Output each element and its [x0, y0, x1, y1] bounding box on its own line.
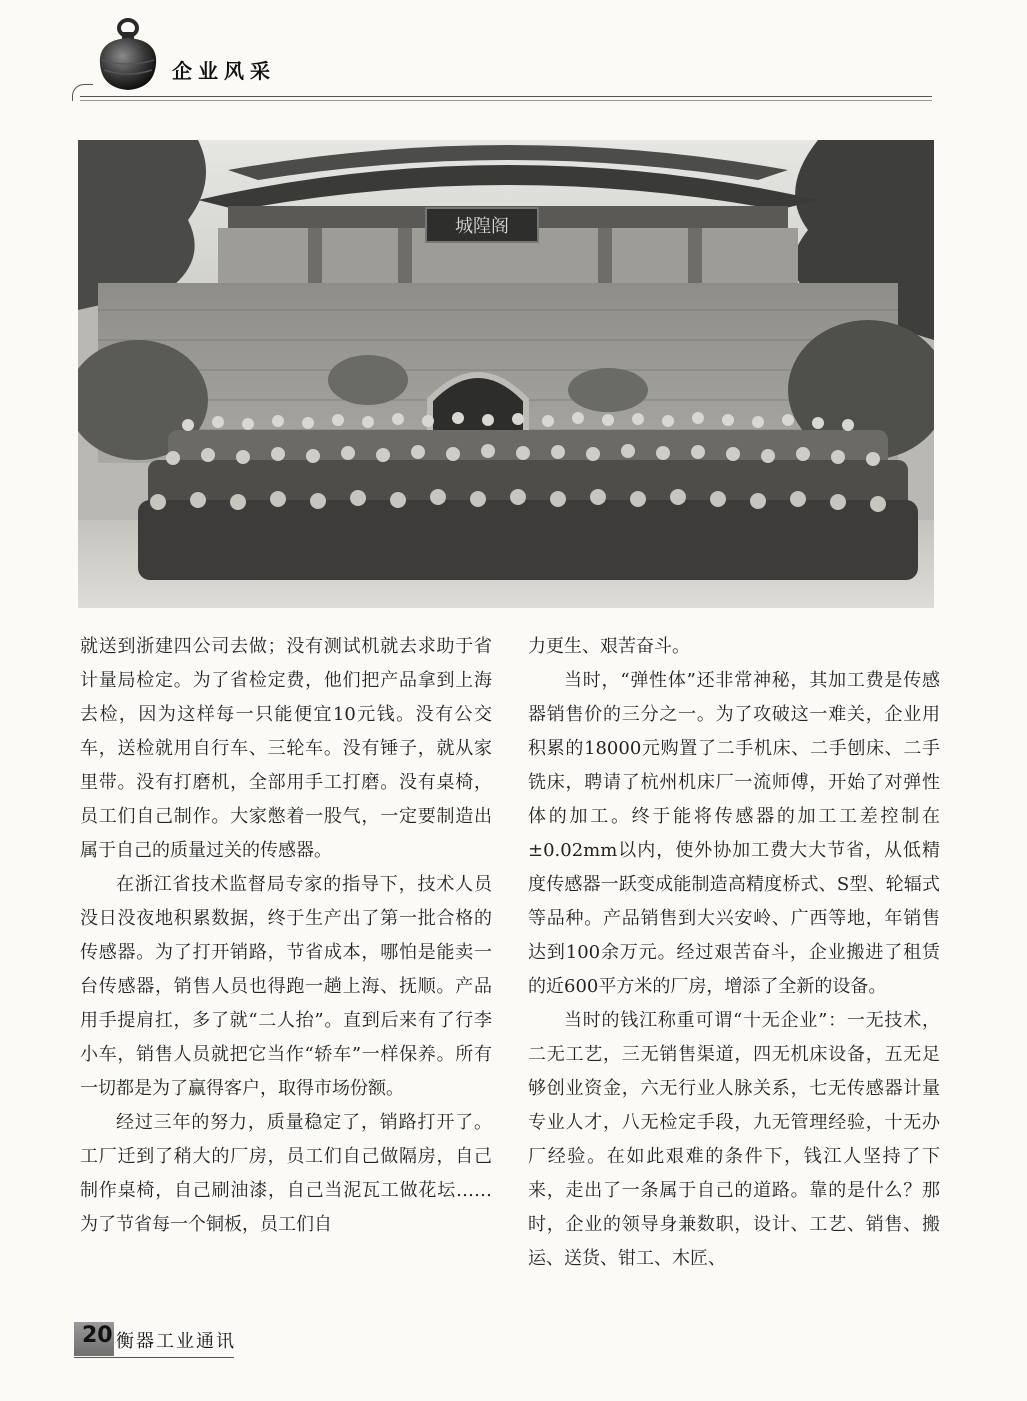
paragraph: 在浙江省技术监督局专家的指导下，技术人员没日没夜地积累数据，终于生产出了第一批合格的传感器。为了打开销路，节省成本，哪怕是能卖一台传感器，销售人员也得跑一趟上海、抚顺。产品用手提肩扛，多了就“二人抬”。直到后来有了行李小车，销售人员就把它当作“轿车”一样保养。所有一切都是为了赢得客户，取得市场份额。	[80, 874, 492, 1099]
header-ornament	[72, 84, 93, 101]
group-photo-drawing	[78, 140, 934, 608]
journal-name: 衡器工业通讯	[116, 1331, 236, 1352]
paragraph: 力更生、艰苦奋斗。	[528, 636, 690, 657]
paragraph: 就送到浙建四公司去做；没有测试机就去求助于省计量局检定。为了省检定费，他们把产品拿到上海去检，因为这样每一只能便宜10元钱。没有公交车，送检就用自行车、三轮车。没有锤子，就从家里带。没有打磨机，全部用手工打磨。没有桌椅，员工们自己制作。大家憋着一股气，一定要制造出属于自己的质量过关的传感器。	[80, 636, 492, 861]
page-number: 20	[82, 1323, 113, 1348]
paragraph: 经过三年的努力，质量稳定了，销路打开了。工厂迁到了稍大的厂房，员工们自己做隔房，自己制作桌椅，自己刷油漆，自己当泥瓦工做花坛……为了节省每一个铜板，员工们自	[80, 1112, 492, 1235]
signboard-text: 城隍阁	[455, 216, 509, 237]
article-column-left	[80, 630, 492, 1242]
footer-rule	[74, 1357, 234, 1358]
section-title: 企业风采	[172, 59, 276, 83]
header-rule-secondary	[80, 100, 932, 101]
group-photo-image	[78, 140, 934, 608]
paragraph: 当时，“弹性体”还非常神秘，其加工费是传感器销售价的三分之一。为了攻破这一难关，企业用积累的18000元购置了二手机床、二手刨床、二手铣床，聘请了杭州机床厂一流师傅，开始了对弹性体的加工。终于能将传感器的加工工差控制在±0.02mm以内，使外协加工费大大节省，从低精度传感器一跃变成能制造高精度桥式、S型、轮辐式等品种。产品销售到大兴安岭、广西等地，年销售达到100余万元。经过艰苦奋斗，企业搬进了租赁的近600平方米的厂房，增添了全新的设备。	[528, 670, 940, 997]
header-rule	[80, 96, 932, 97]
weight-logo-icon	[88, 14, 168, 94]
page-header	[0, 0, 1027, 110]
article-column-right	[528, 630, 940, 1276]
paragraph: 当时的钱江称重可谓“十无企业”：一无技术，二无工艺，三无销售渠道，四无机床设备，五无足够创业资金，六无行业人脉关系，七无传感器计量专业人才，八无检定手段，九无管理经验，十无办厂经验。在如此艰难的条件下，钱江人坚持了下来，走出了一条属于自己的道路。靠的是什么？那时，企业的领导身兼数职，设计、工艺、销售、搬运、送货、钳工、木匠、	[528, 1010, 940, 1269]
